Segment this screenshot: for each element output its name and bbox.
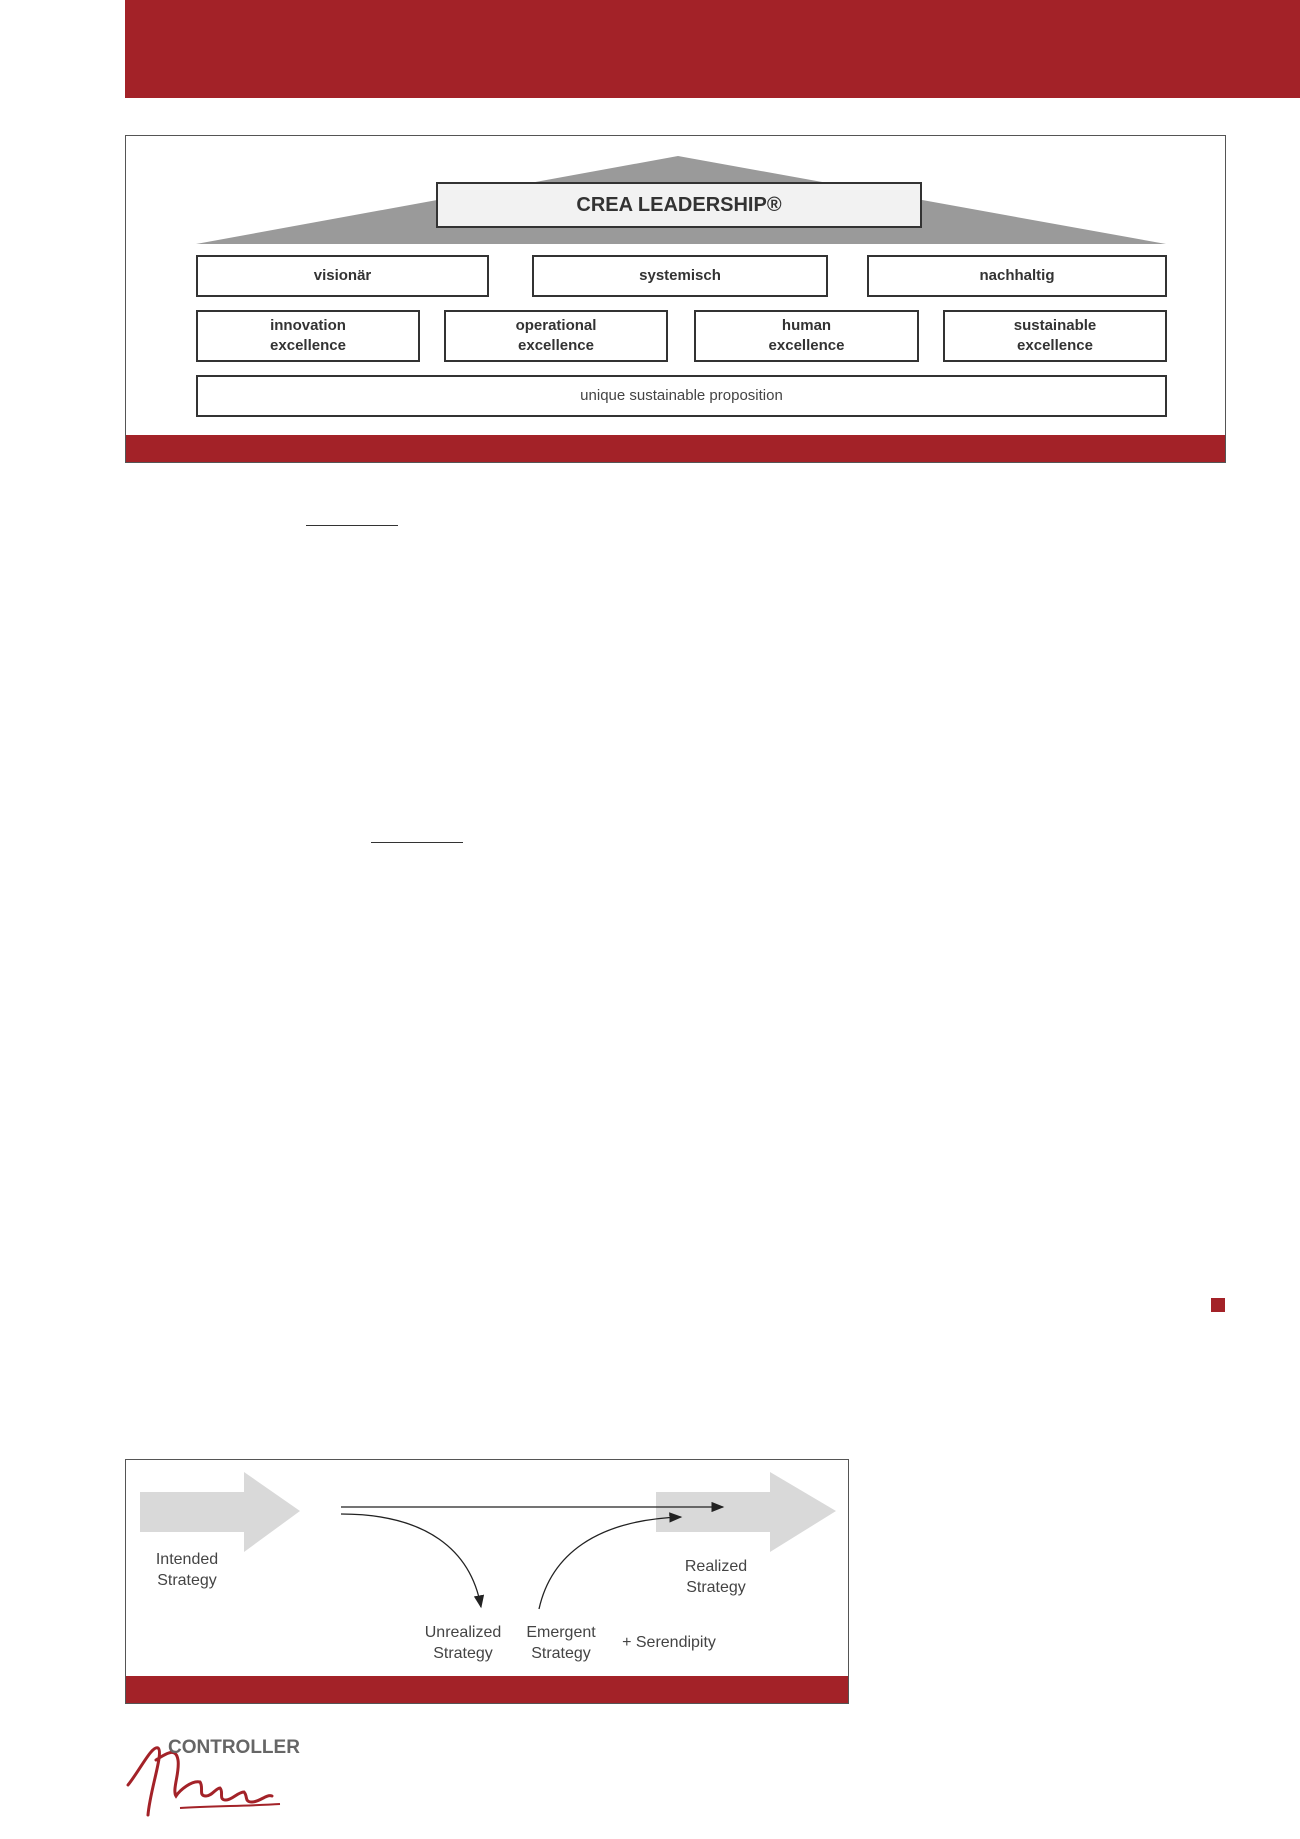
figure1-footer-bar xyxy=(126,435,1225,462)
figure2-footer-bar xyxy=(126,1676,848,1703)
pillar-systemisch: systemisch xyxy=(532,255,828,297)
crea-leadership-title: CREA LEADERSHIP® xyxy=(436,182,922,228)
footnote-rule xyxy=(306,525,398,526)
pillar-sustainable-excellence: sustainable excellence xyxy=(943,310,1167,362)
footnote-rule xyxy=(371,842,463,843)
realized-strategy-label: Realized Strategy xyxy=(684,1558,748,1596)
emergent-strategy-label: Emergent Strategy xyxy=(526,1624,596,1662)
foundation-unique-sustainable-proposition: unique sustainable proposition xyxy=(196,375,1167,417)
pillar-human-excellence: human excellence xyxy=(694,310,919,362)
pillar-visionaer: visionär xyxy=(196,255,489,297)
strategy-figure xyxy=(125,1459,849,1704)
unrealized-strategy-curve xyxy=(341,1514,481,1607)
header-band xyxy=(125,0,1300,98)
logo-wordmark: CONTROLLER xyxy=(168,1737,300,1758)
pillar-innovation-excellence: innovation excellence xyxy=(196,310,420,362)
serendipity-label: + Serendipity xyxy=(622,1634,716,1651)
unrealized-strategy-label: Unrealized Strategy xyxy=(424,1624,502,1662)
crea-leadership-figure xyxy=(125,135,1226,463)
pillar-nachhaltig: nachhaltig xyxy=(867,255,1167,297)
pillar-operational-excellence: operational excellence xyxy=(444,310,668,362)
realized-strategy-arrow xyxy=(656,1472,836,1552)
intended-strategy-arrow xyxy=(140,1472,300,1552)
article-end-marker xyxy=(1211,1298,1225,1312)
intended-strategy-label: Intended Strategy xyxy=(155,1551,219,1589)
